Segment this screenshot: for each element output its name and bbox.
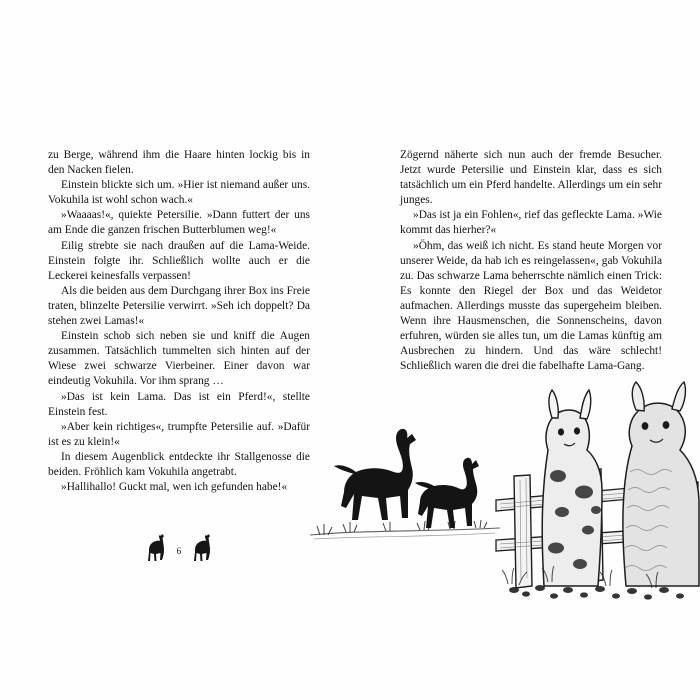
paragraph: Als die beiden aus dem Durchgang ihrer Box ins Freie traten, blinzelte Petersilie verwirrt. »Seh ich doppelt? Da stehen zwei Lamas!« — [48, 284, 310, 328]
page-footer — [48, 528, 310, 562]
paragraph: Einstein blickte sich um. »Hier ist niemand außer uns. Vokuhila ist wohl schon wach.« — [48, 179, 310, 207]
paragraph: In diesem Augenblick entdeckte ihr Stallgenosse die beiden. Fröhlich kam Vokuhila angetrabt. — [48, 450, 310, 478]
paragraph: »Das ist kein Lama. Das ist ein Pferd!«, stellte Einstein fest. — [48, 390, 310, 418]
paragraph: zu Berge, während ihm die Haare hinten lockig bis in den Nacken fielen. — [48, 149, 310, 177]
left-text-column — [48, 148, 310, 495]
paragraph: Eilig strebte sie nach draußen auf die Lama-Weide. Einstein folgte ihr. Schließlich wollte auch er die Leckerei keinesfalls verpassen! — [48, 239, 310, 282]
llama-silhouette-icon — [145, 534, 167, 562]
llama-silhouette-icon — [191, 534, 213, 562]
paragraph: Zögernd näherte sich nun auch der fremde Besucher. Jetzt wurde Petersilie und Einstein klar, dass es sich tatsächlich um ein Pferd handelte. Allerdings um ein sehr junges. — [400, 149, 662, 207]
paragraph: »Das ist ja ein Fohlen«, rief das gefleckte Lama. »Wie kommt das hierher?« — [400, 209, 662, 237]
paragraph: Einstein schob sich neben sie und kniff die Augen zusammen. Tatsächlich tummelten sich hinten auf der Wiese zwei schwarze Vierbeiner. Einer davon war eindeutig Vokuhila. Vor ihm sprang … — [48, 330, 310, 388]
paragraph: »Hallihallo! Guckt mal, wen ich gefunden habe!« — [61, 481, 288, 494]
right-text-column — [400, 148, 662, 374]
paragraph: »Aber kein richtiges«, trumpfte Petersilie auf. »Dafür ist es zu klein!« — [48, 420, 310, 448]
page-number: 6 — [176, 547, 182, 557]
paragraph: »Öhm, das weiß ich nicht. Es stand heute Morgen vor unserer Weide, da hab ich es reingelassen«, gab Vokuhila zu. Das schwarze Lama beherrschte nämlich einen Trick: Es konnte den Riegel der Box und das Weidetor aufmachen. Allerdings musste das supergeheim bleiben. Wenn ihre Hausmenschen, die Sonnenscheins, davon erfuhren, würden sie alles tun, um die Lamas künftig am Ausbrechen zu hindern. Und das wäre schlecht! Schließlich waren die drei die fabelhafte Lama-Gang. — [400, 239, 662, 373]
paragraph: »Waaaas!«, quiekte Petersilie. »Dann futtert der uns am Ende die ganzen frischen Butterblumen weg!« — [48, 209, 310, 237]
